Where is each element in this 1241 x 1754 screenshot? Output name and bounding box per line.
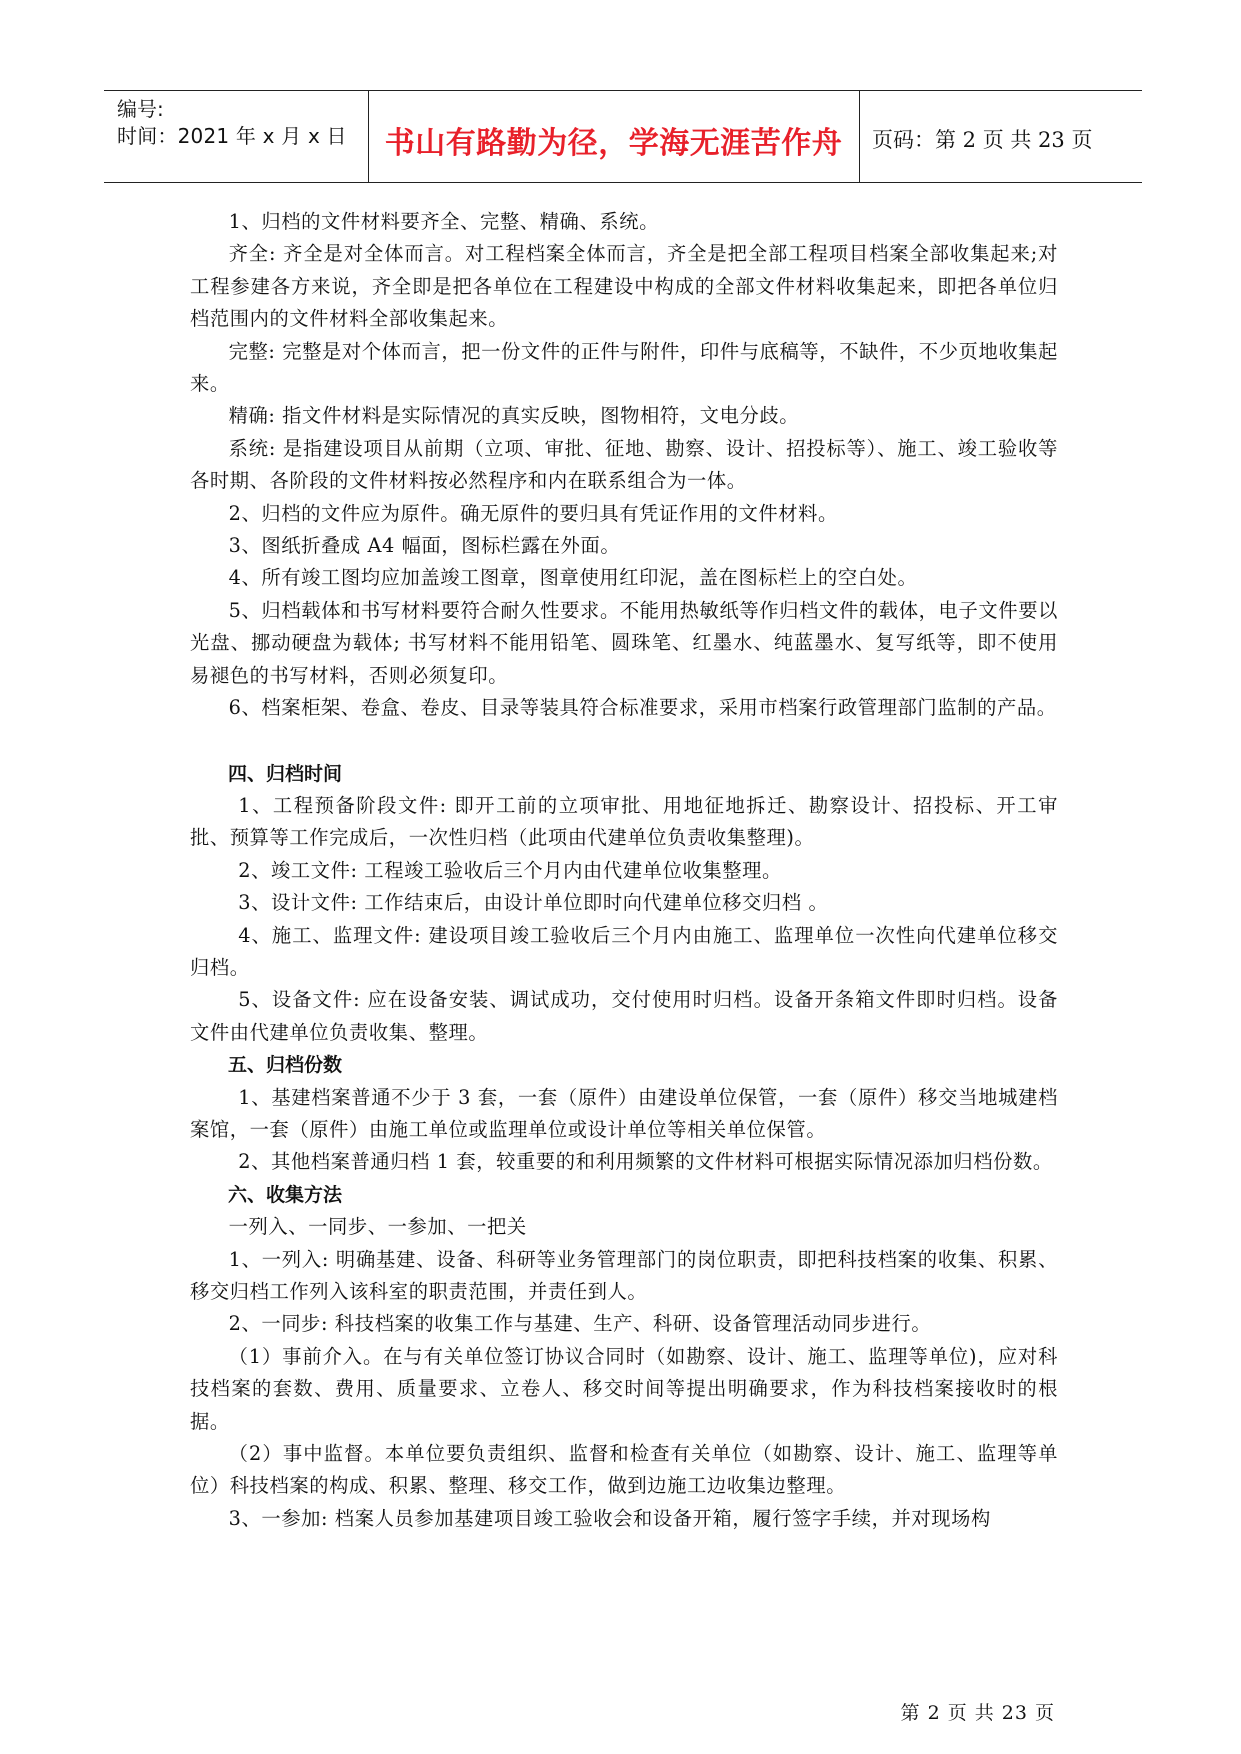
paragraph: 2、归档的文件应为原件。确无原件的要归具有凭证作用的文件材料。 [228,501,838,525]
paragraph: 3、一参加: 档案人员参加基建项目竣工验收会和设备开箱，履行签字手续，并对现场构 [228,1506,991,1530]
paragraph: （2）事中监督。本单位要负责组织、监督和检查有关单位（如勘察、设计、施工、监理等单位）科技档案的构成、积累、整理、移交工作，做到边施工边收集边整理。 [190,1442,1058,1498]
paragraph: 一列入、一同步、一参加、一把关 [228,1215,527,1239]
paragraph: 5、设备文件: 应在设备安装、调试成功，交付使用时归档。设备开条箱文件即时归档。设备文件由代建单位负责收集、整理。 [190,988,1058,1044]
paragraph: 3、图纸折叠成 A4 幅面，图标栏露在外面。 [228,534,621,558]
header-motto: 书山有路勤为径，学海无涯苦作舟 [384,126,843,161]
paragraph: 5、归档载体和书写材料要符合耐久性要求。不能用热敏纸等作归档文件的载体，电子文件要以光盘、挪动硬盘为载体; 书写材料不能用铅笔、圆珠笔、红墨水、纯蓝墨水、复写纸等，即不使用易褪色的书写材料，否则必须复印。 [190,598,1058,687]
section-heading: 六、收集方法 [228,1183,343,1206]
header-divider-right [859,90,860,182]
paragraph: 4、所有竣工图均应加盖竣工图章，图章使用红印泥，盖在图标栏上的空白处。 [228,566,918,590]
paragraph: （1）事前介入。在与有关单位签订协议合同时（如勘察、设计、施工、监理等单位)，应对科技档案的套数、费用、质量要求、立卷人、移交时间等提出明确要求，作为科技档案接收时的根据。 [190,1344,1058,1433]
paragraph: 系统: 是指建设项目从前期（立项、审批、征地、勘察、设计、招投标等）、施工、竣工验收等各时期、各阶段的文件材料按必然程序和内在联系组合为一体。 [190,436,1058,493]
paragraph: 1、归档的文件材料要齐全、完整、精确、系统。 [228,210,659,233]
paragraph: 1、一列入: 明确基建、设备、科研等业务管理部门的岗位职责，即把科技档案的收集、积累、移交归档工作列入该科室的职责范围，并责任到人。 [190,1247,1058,1303]
footer-page-number: 第 2 页 共 23 页 [900,1702,1055,1724]
paragraph: 1、工程预备阶段文件: 即开工前的立项审批、用地征地拆迁、勘察设计、招投标、开工审批、预算等工作完成后，一次性归档（此项由代建单位负责收集整理)。 [190,793,1058,850]
header-number-label: 编号: [117,97,164,121]
paragraph: 4、施工、监理文件: 建设项目竣工验收后三个月内由施工、监理单位一次性向代建单位移交归档。 [190,923,1058,979]
section-heading: 五、归档份数 [228,1054,343,1077]
paragraph: 2、一同步: 科技档案的收集工作与基建、生产、科研、设备管理活动同步进行。 [228,1312,932,1336]
header-top-rule [104,90,1142,91]
paragraph: 2、竣工文件: 工程竣工验收后三个月内由代建单位收集整理。 [238,858,782,882]
header-page-label: 页码：第 2 页 共 23 页 [872,128,1093,152]
paragraph: 1、基建档案普通不少于 3 套，一套（原件）由建设单位保管，一套（原件）移交当地城建档案馆，一套（原件）由施工单位或监理单位或设计单位等相关单位保管。 [190,1085,1058,1141]
paragraph: 2、其他档案普通归档 1 套，较重要的和利用频繁的文件材料可根据实际情况添加归档份数。 [238,1150,1053,1174]
paragraph: 6、档案柜架、卷盒、卷皮、目录等装具符合标准要求，采用市档案行政管理部门监制的产品。 [228,696,1057,720]
header-bottom-rule [104,182,1142,183]
header-time-label: 时间：2021 年 x 月 x 日 [117,124,347,148]
section-heading: 四、归档时间 [228,762,343,785]
document-body [190,206,1058,1535]
paragraph: 精确: 指文件材料是实际情况的真实反映，图物相符，文电分歧。 [228,404,800,428]
paragraph: 完整: 完整是对个体而言，把一份文件的正件与附件，印件与底稿等，不缺件，不少页地收集起来。 [190,339,1058,396]
paragraph: 齐全: 齐全是对全体而言。对工程档案全体而言，齐全是把全部工程项目档案全部收集起来;对工程参建各方来说，齐全即是把各单位在工程建设中构成的全部文件材料收集起来，即把各单位归档范围内的文件材料全部收集起来。 [190,242,1058,331]
paragraph: 3、设计文件: 工作结束后，由设计单位即时向代建单位移交归档 。 [238,891,829,915]
spacer [190,725,1058,758]
